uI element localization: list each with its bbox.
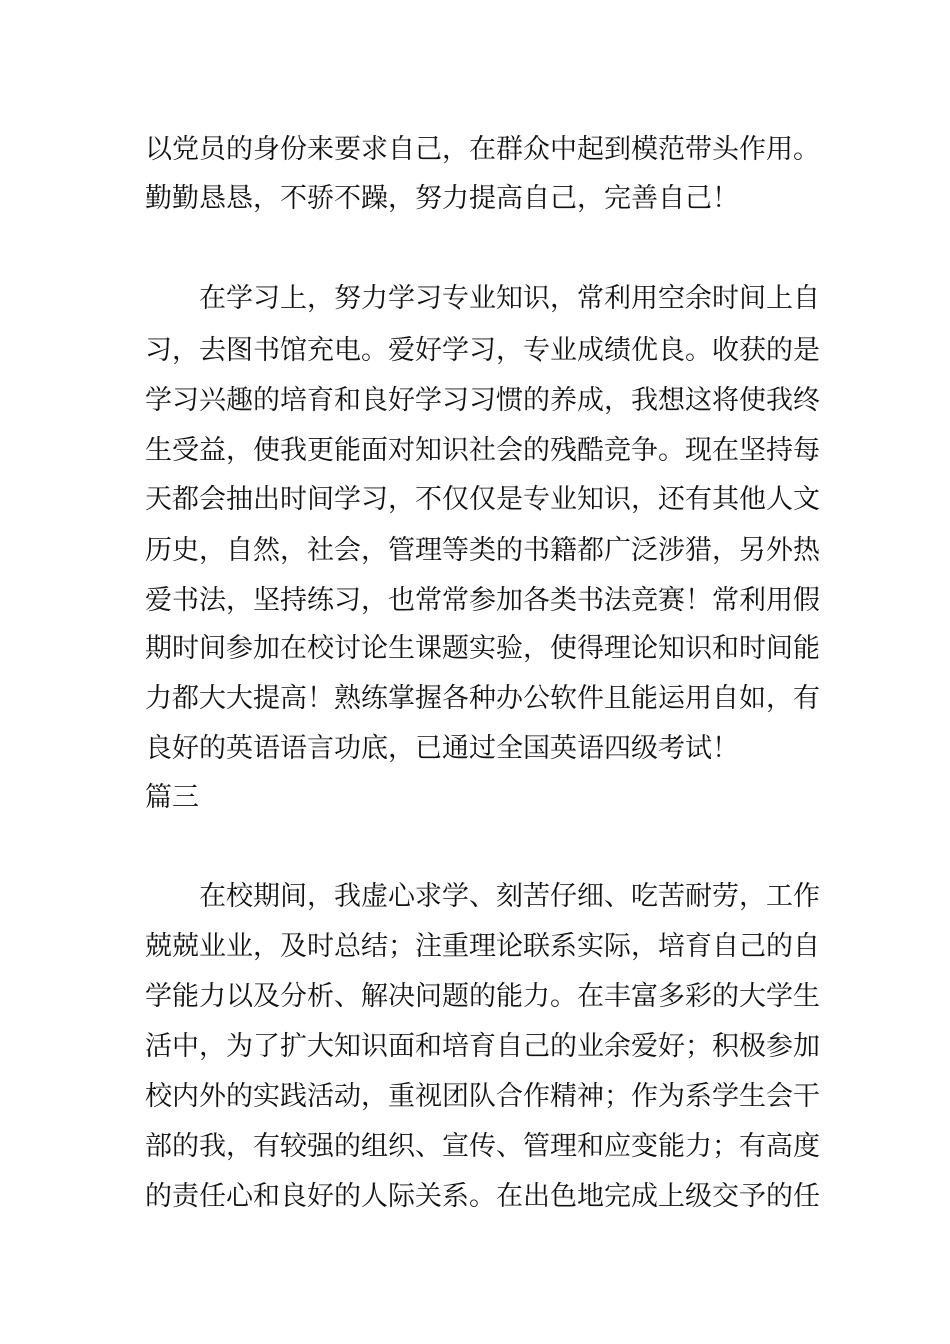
paragraph-line: 力都大大提高！熟练掌握各种办公软件且能运用自如，有 [145,683,820,714]
paragraph-line: 良好的英语语言功底，已通过全国英语四级考试！ [145,733,739,764]
paragraph-line: 爱书法，坚持练习，也常常参加各类书法竞赛！常利用假 [145,585,820,616]
paragraph-line: 习，去图书馆充电。爱好学习，专业成绩优良。收获的是 [145,335,820,366]
paragraph-line: 的责任心和良好的人际关系。在出色地完成上级交予的任 [145,1181,820,1212]
section-heading: 篇三 [145,782,199,813]
paragraph-line: 学习兴趣的培育和良好学习习惯的养成，我想这将使我终 [145,385,820,416]
paragraph-line: 活中，为了扩大知识面和培育自己的业余爱好；积极参加 [145,1031,820,1062]
paragraph-line: 历史，自然，社会，管理等类的书籍都广泛涉猎，另外热 [145,535,820,566]
paragraph-line: 天都会抽出时间学习，不仅仅是专业知识，还有其他人文 [145,484,820,515]
paragraph-line: 勤勤恳恳，不骄不躁，努力提高自己，完善自己！ [145,183,739,214]
paragraph-line: 以党员的身份来要求自己，在群众中起到模范带头作用。 [145,134,820,165]
paragraph-line: 在学习上，努力学习专业知识，常利用空余时间上自 [199,283,820,314]
paragraph-line: 部的我，有较强的组织、宣传、管理和应变能力；有高度 [145,1131,820,1162]
paragraph-line: 学能力以及分析、解决问题的能力。在丰富多彩的大学生 [145,981,820,1012]
paragraph-line: 兢兢业业，及时总结；注重理论联系实际，培育自己的自 [145,931,820,962]
paragraph-line: 生受益，使我更能面对知识社会的残酷竞争。现在坚持每 [145,435,820,466]
paragraph-line: 校内外的实践活动，重视团队合作精神；作为系学生会干 [145,1081,820,1112]
paragraph-line: 期时间参加在校讨论生课题实验，使得理论知识和时间能 [145,633,820,664]
paragraph-line: 在校期间，我虚心求学、刻苦仔细、吃苦耐劳，工作 [199,881,820,912]
